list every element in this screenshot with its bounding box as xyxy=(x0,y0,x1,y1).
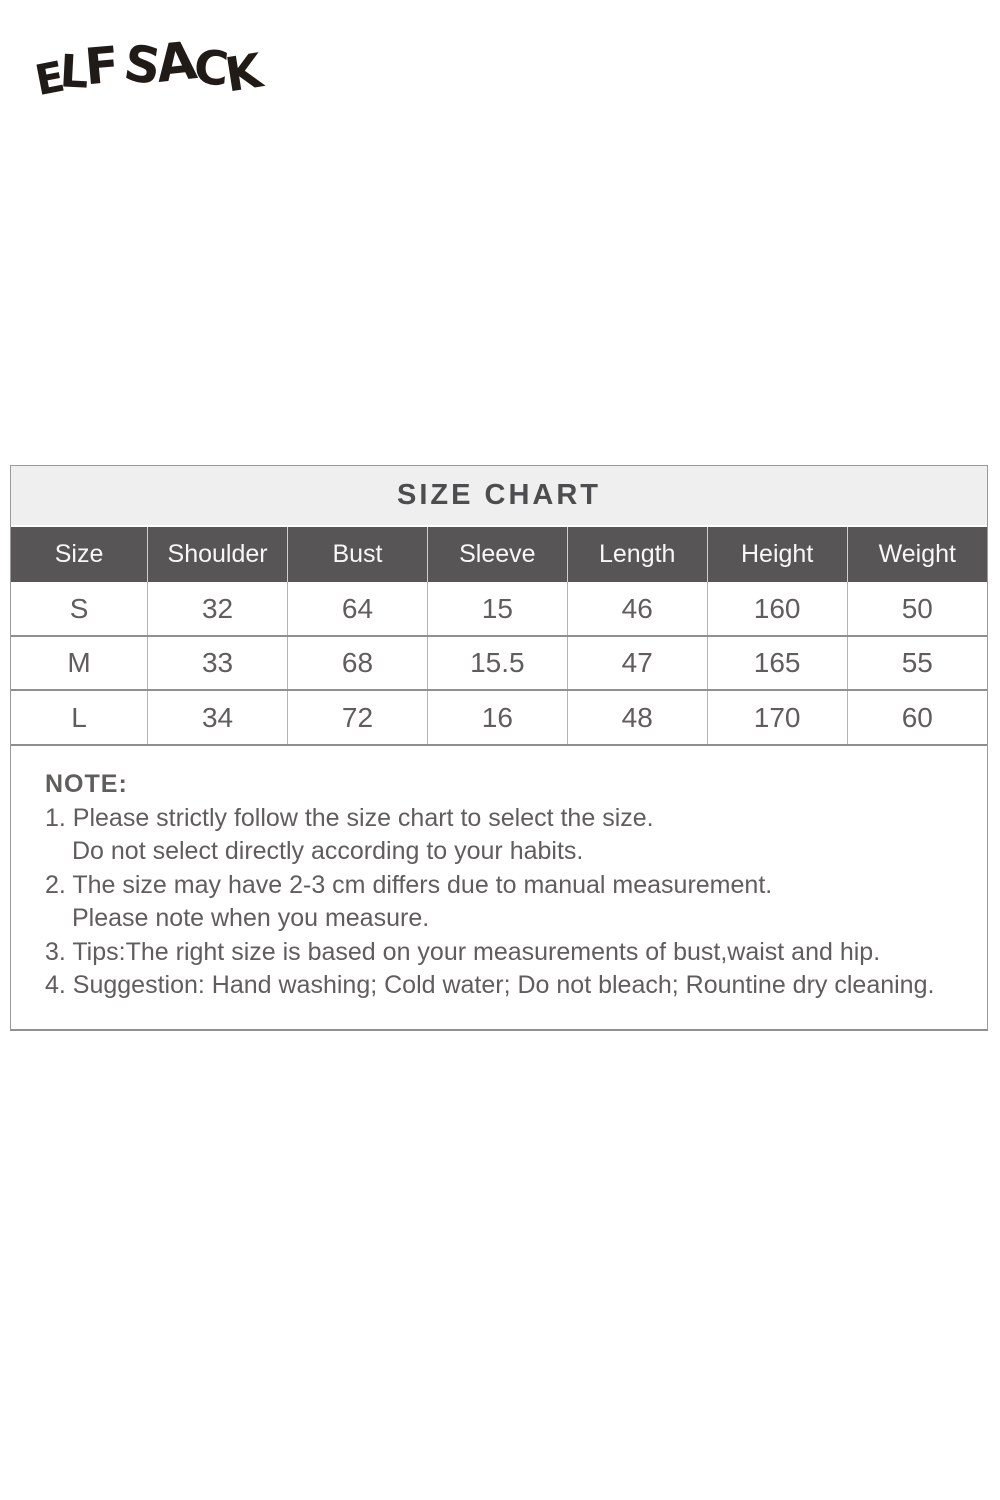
note-line: 1. Please strictly follow the size chart to select the size. xyxy=(45,803,654,832)
cell-value: 50 xyxy=(847,582,987,636)
size-chart-panel xyxy=(10,465,988,1031)
column-header-length: Length xyxy=(567,527,707,582)
cell-value: 46 xyxy=(567,582,707,636)
size-table-header-row xyxy=(11,527,987,582)
size-chart-title: SIZE CHART xyxy=(11,466,987,527)
cell-value: 48 xyxy=(567,690,707,744)
logo-letter: L xyxy=(58,44,90,99)
column-header-height: Height xyxy=(707,527,847,582)
cell-value: 47 xyxy=(567,636,707,690)
cell-value: 64 xyxy=(288,582,428,636)
column-header-size: Size xyxy=(11,527,148,582)
logo-letter: E xyxy=(31,51,69,106)
cell-value: 165 xyxy=(707,636,847,690)
note-line: 3. Tips:The right size is based on your measurements of bust,waist and hip. xyxy=(45,937,881,966)
note-line: Do not select directly according to your habits. xyxy=(72,837,584,865)
logo-letter: F xyxy=(82,35,122,97)
logo-letter: K xyxy=(221,43,267,104)
cell-value: 170 xyxy=(707,690,847,744)
cell-value: 32 xyxy=(148,582,288,636)
column-header-sleeve: Sleeve xyxy=(427,527,567,582)
note-line: Please note when you measure. xyxy=(72,904,430,932)
column-header-bust: Bust xyxy=(288,527,428,582)
cell-value: 34 xyxy=(148,690,288,744)
cell-size: S xyxy=(11,582,148,636)
column-header-weight: Weight xyxy=(847,527,987,582)
notes-section xyxy=(11,744,987,1029)
cell-value: 15.5 xyxy=(427,636,567,690)
cell-value: 68 xyxy=(288,636,428,690)
cell-size: M xyxy=(11,636,148,690)
cell-value: 33 xyxy=(148,636,288,690)
cell-value: 60 xyxy=(847,690,987,744)
logo-letter: S xyxy=(119,33,165,97)
cell-value: 16 xyxy=(427,690,567,744)
table-row-l xyxy=(11,690,987,744)
column-header-shoulder: Shoulder xyxy=(148,527,288,582)
logo-letter: A xyxy=(153,31,200,95)
note-heading: NOTE: xyxy=(45,770,128,798)
note-line: 4. Suggestion: Hand washing; Cold water; Do not bleach; Rountine dry cleaning. xyxy=(45,971,935,999)
logo-letter: C xyxy=(191,39,231,98)
note-line: 2. The size may have 2-3 cm differs due to manual measurement. xyxy=(45,870,773,899)
size-table xyxy=(11,527,987,744)
cell-value: 15 xyxy=(427,582,567,636)
cell-value: 160 xyxy=(707,582,847,636)
cell-value: 55 xyxy=(847,636,987,690)
table-row-m xyxy=(11,636,987,690)
table-row-s xyxy=(11,582,987,636)
cell-value: 72 xyxy=(288,690,428,744)
elfsack-logo xyxy=(31,31,267,106)
cell-size: L xyxy=(11,690,148,744)
